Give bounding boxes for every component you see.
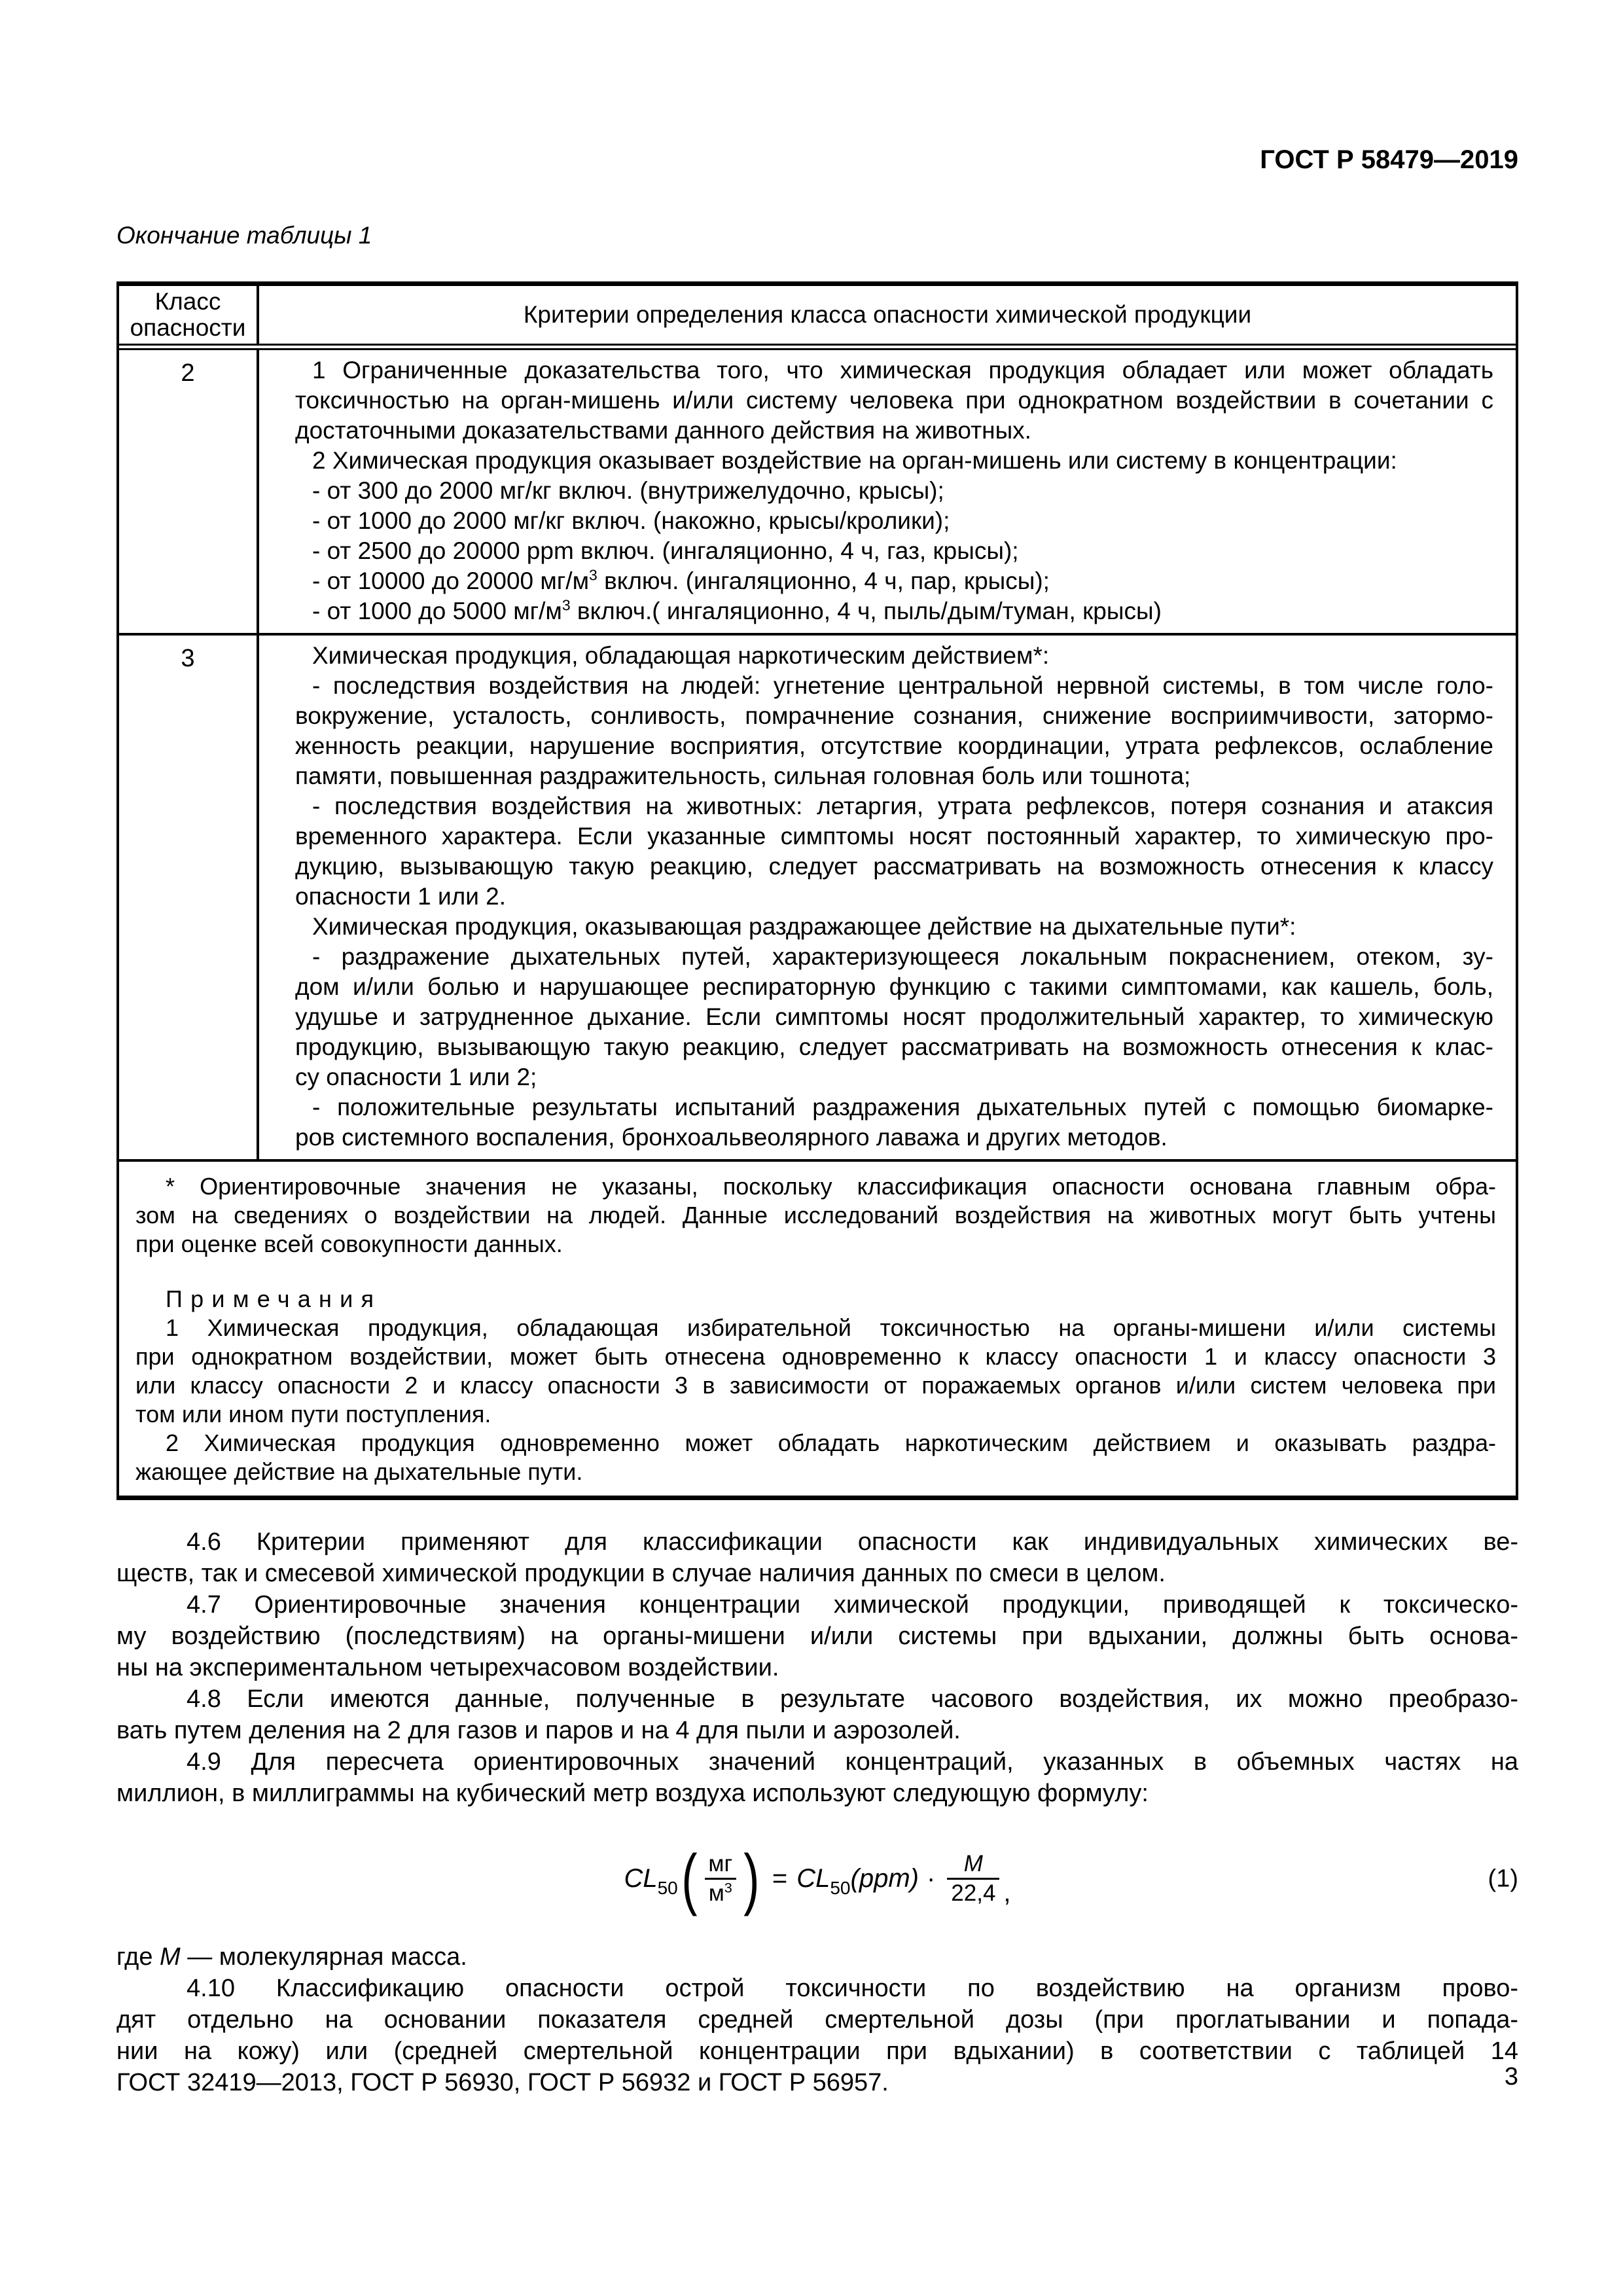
criteria-cell-class-2 [259, 350, 1516, 633]
text-line: вокружение, усталость, сонливость, помрачнение сознания, снижение восприимчивости, затормо- [295, 702, 1493, 729]
header-cell-hazard-class: Класс опасности [119, 286, 259, 344]
formula-unit-fraction [704, 1850, 736, 1907]
text-line: - раздражение дыхательных путей, характеризующееся локальным покраснением, отеком, зу- [312, 943, 1493, 970]
text-line: 2 Химическая продукция одновременно может обладать наркотическим действием и оказывать раздра- [166, 1429, 1496, 1456]
text-line: удушье и затрудненное дыхание. Если симптомы носят продолжительный характер, то химическую [295, 1003, 1493, 1030]
text-line: дят отдельно на основании показателя средней смертельной дозы (при проглатывании и попада- [116, 2006, 1518, 2034]
text-line: вать путем деления на 2 для газов и паров и на 4 для пыли и аэрозолей. [116, 1717, 961, 1744]
text-line: - от 1000 до 2000 мг/кг включ. (накожно, крысы/кролики); [312, 507, 950, 534]
document-code: ГОСТ Р 58479—2019 [1260, 145, 1518, 174]
text-line: - от 1000 до 5000 $мг/м^3$ включ.( ингаляционно, 4 ч, пыль/дым/туман, крысы) [312, 596, 1162, 624]
formula-molecular-mass: M [963, 1851, 983, 1877]
hazard-class-3-value: 3 [119, 636, 259, 1159]
paragraphs-4-6-to-4-9 [116, 1526, 1518, 1809]
paragraph-4-10 [116, 1973, 1518, 2098]
formula-block [116, 1823, 1518, 1935]
formula-number: (1) [1488, 1865, 1518, 1893]
text-line: ГОСТ 32419—2013, ГОСТ Р 56930, ГОСТ Р 56932 и ГОСТ Р 56957. [116, 2069, 889, 2096]
page-number: 3 [1504, 2063, 1518, 2090]
text-line: или классу опасности 2 и классу опасности 3 в зависимости от поражаемых органов и/или систем человека при [135, 1372, 1496, 1399]
formula-unit-numerator: мг [708, 1851, 733, 1877]
hazard-class-table [116, 281, 1518, 1500]
table-footnote-section [119, 1162, 1516, 1496]
formula-unit-denominator: $м^3$ [705, 1878, 736, 1907]
table-row-class-2 [119, 350, 1516, 636]
notes-text [135, 1314, 1496, 1486]
formula-equals-sign: = [772, 1864, 788, 1893]
formula-cl-left: CL [624, 1864, 658, 1893]
text-line: дукцию, вызывающую такую реакцию, следует рассматривать на возможность отнесения к классу [295, 853, 1493, 880]
text-line: Химическая продукция, оказывающая раздражающее действие на дыхательные пути*: [312, 913, 1296, 940]
text-line: миллион, в миллиграммы на кубический метр воздуха используют следующую формулу: [116, 1780, 1149, 1807]
text-line: при однократном воздействии, может быть отнесена одновременно к классу опасности 1 и классу опасности 3 [135, 1343, 1496, 1370]
text-line: ны на экспериментальном четырехчасовом воздействии. [116, 1654, 779, 1681]
text-line: ров системного воспаления, бронхоальвеолярного лаважа и других методов. [295, 1124, 1168, 1151]
footnote-asterisk-text [135, 1172, 1496, 1259]
formula-right-paren: ) [743, 1840, 760, 1917]
text-line: 1 Химическая продукция, обладающая избирательной токсичностью на органы-мишени и/или системы [166, 1314, 1496, 1341]
table-header-row [119, 286, 1516, 350]
formula-sub-50-right: 50 [830, 1877, 851, 1898]
text-line: - последствия воздействия на животных: летаргия, утрата рефлексов, потеря сознания и атаксия [312, 793, 1493, 819]
text-line: 2 Химическая продукция оказывает воздействие на орган-мишень или систему в концентрации: [312, 447, 1397, 474]
formula-cl-right: CL [796, 1864, 830, 1893]
page-content [116, 0, 1518, 2098]
text-line: * Ориентировочные значения не указаны, поскольку классификация опасности основана главным обра- [166, 1173, 1496, 1200]
text-line: - положительные результаты испытаний раздражения дыхательных путей с помощью биомарке- [312, 1094, 1493, 1121]
hazard-class-2-value: 2 [119, 350, 259, 633]
criteria-cell-class-3 [259, 636, 1516, 1159]
text-line: достаточными доказательствами данного действия на животных. [295, 417, 1031, 444]
formula-molar-volume: 22,4 [947, 1878, 999, 1907]
text-line: 4.7 Ориентировочные значения концентрации химической продукции, приводящей к токсическо- [187, 1591, 1518, 1619]
text-line: су опасности 1 или 2; [295, 1064, 537, 1090]
text-line: том или ином пути поступления. [135, 1401, 491, 1427]
text-line: зом на сведениях о воздействии на людей. Данные исследований воздействия на животных могут быть учтены [135, 1202, 1496, 1229]
text-line: опасности 1 или 2. [295, 883, 507, 910]
text-line: ществ, так и смесевой химической продукции в случае наличия данных по смеси в целом. [116, 1560, 1166, 1587]
text-line: 4.8 Если имеются данные, полученные в результате часового воздействия, их можно преобразо- [187, 1685, 1518, 1713]
text-line: 1 Ограниченные доказательства того, что химическая продукция обладает или может обладать [312, 357, 1493, 384]
where-clause: где М — молекулярная масса. [116, 1943, 467, 1971]
text-line: дом и/или болью и нарушающее респираторную функцию с такими симптомами, как кашель, боль, [295, 973, 1493, 1000]
text-line: - от 10000 до 20000 $мг/м^3$ включ. (ингаляционно, 4 ч, пар, крысы); [312, 566, 1050, 594]
table-row-class-3 [119, 636, 1516, 1162]
text-line: - последствия воздействия на людей: угнетение центральной нервной системы, в том числе голо- [312, 672, 1493, 699]
text-line: нии на кожу) или (средней смертельной концентрации при вдыхании) в соответствии с таблицей 14 [116, 2037, 1518, 2065]
text-line: - от 2500 до 20000 ppm включ. (ингаляционно, 4 ч, газ, крысы); [312, 537, 1019, 564]
formula-comma: , [1003, 1878, 1011, 1908]
formula-mass-fraction [947, 1850, 999, 1907]
text-line: му воздействию (последствиям) на органы-мишени и/или системы при вдыхании, должны быть основа- [116, 1623, 1518, 1650]
formula-multiply-dot: · [926, 1864, 936, 1893]
formula-sub-50-left: 50 [657, 1877, 678, 1898]
header-cell-criteria: Критерии определения класса опасности химической продукции [523, 301, 1252, 328]
text-line: 4.10 Классификацию опасности острой токсичности по воздействию на организм прово- [187, 1975, 1518, 2002]
formula [624, 1840, 1011, 1917]
text-line: - от 300 до 2000 мг/кг включ. (внутрижелудочно, крысы); [312, 477, 944, 504]
text-line: Химическая продукция, обладающая наркотическим действием*: [312, 642, 1050, 669]
formula-left-paren: ( [681, 1840, 698, 1917]
table-caption: Окончание таблицы 1 [116, 222, 372, 249]
text-line: 4.6 Критерии применяют для классификации опасности как индивидуальных химических ве- [187, 1528, 1518, 1556]
text-line: жающее действие на дыхательные пути. [135, 1458, 583, 1485]
text-line: 4.9 Для пересчета ориентировочных значений концентраций, указанных в объемных частях на [187, 1748, 1518, 1776]
text-line: продукцию, вызывающую такую реакцию, следует рассматривать на возможность отнесения к клас- [295, 1033, 1493, 1060]
notes-title: Примечания [166, 1285, 382, 1312]
text-line: при оценке всей совокупности данных. [135, 1230, 563, 1257]
text-line: токсичностью на орган-мишень и/или систему человека при однократном воздействии в сочетании с [295, 387, 1493, 414]
text-line: памяти, повышенная раздражительность, сильная головная боль или тошнота; [295, 762, 1191, 789]
text-line: женность реакции, нарушение восприятия, отсутствие координации, утрата рефлексов, ослабление [295, 732, 1493, 759]
formula-ppm: (ppm) [850, 1864, 919, 1893]
text-line: временного характера. Если указанные симптомы носят постоянный характер, то химическую про- [295, 823, 1493, 850]
